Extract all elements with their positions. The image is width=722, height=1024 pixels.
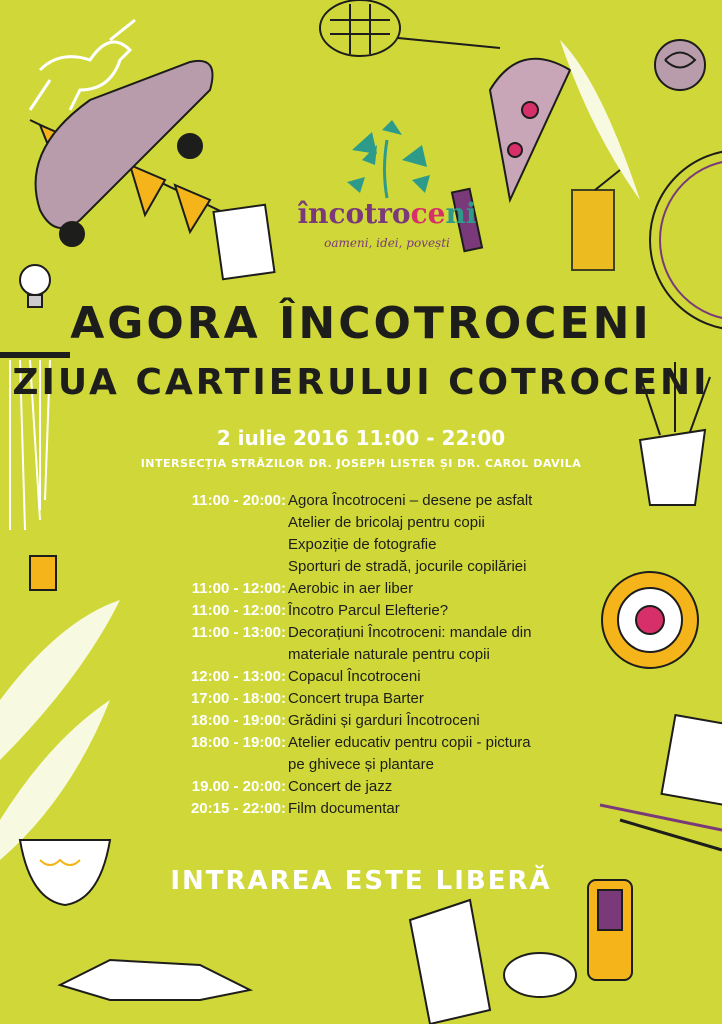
schedule-desc: Expoziție de fotografie (288, 536, 437, 553)
schedule-desc: Grădini și garduri Încotroceni (288, 712, 480, 729)
schedule-time: 12:00 - 13:00: (190, 668, 286, 685)
schedule-desc: materiale naturale pentru copii (288, 646, 490, 663)
schedule-desc: Concert de jazz (288, 778, 393, 795)
title-line-2: ZIUA CARTIERULUI COTROCENI (12, 362, 710, 403)
schedule-row (150, 732, 610, 754)
schedule-row (150, 754, 610, 776)
schedule-time: 19.00 - 20:00: (191, 778, 286, 795)
schedule-time: 11:00 - 12:00: (191, 602, 286, 619)
schedule-time: 18:00 - 19:00: (190, 734, 286, 751)
free-entry-banner: INTRAREA ESTE LIBERĂ (170, 866, 552, 896)
coffee-cup-icon (30, 556, 56, 590)
mandala-icon (602, 572, 698, 668)
schedule-desc: Aerobic in aer liber (288, 580, 414, 597)
schedule-desc: Concert trupa Barter (288, 690, 424, 707)
paint-brushes-icon (600, 805, 722, 850)
schedule-row (150, 710, 610, 732)
schedule-row (150, 644, 610, 666)
event-location: INTERSECȚIA STRĂZILOR DR. JOSEPH LISTER ȘI DR. CAROL DAVILA (140, 457, 582, 470)
rose-icon (655, 40, 705, 90)
schedule-desc: Atelier educativ pentru copii - pictura (288, 734, 531, 751)
schedule-row (150, 622, 610, 644)
book-icon (214, 205, 275, 280)
schedule-row (150, 776, 610, 798)
logo-word-part3: ni (445, 197, 477, 230)
schedule-desc: Copacul Încotroceni (288, 668, 421, 685)
logo-word-part2: ce (410, 197, 446, 230)
schedule-desc: Atelier de bricolaj pentru copii (288, 514, 485, 531)
schedule-row (150, 490, 610, 512)
schedule-time: 11:00 - 20:00: (191, 492, 286, 509)
pizza-slice-icon (490, 59, 570, 200)
schedule-row (150, 798, 610, 820)
lemonade-glass-icon (572, 170, 620, 270)
open-book-icon (410, 900, 490, 1024)
schedule (150, 490, 610, 820)
grid-board-icon (662, 715, 722, 806)
schedule-row (150, 556, 610, 578)
schedule-row (150, 600, 610, 622)
schedule-time: 20:15 - 22:00: (190, 800, 286, 817)
schedule-desc: pe ghivece și plantare (288, 756, 434, 773)
schedule-time: 17:00 - 18:00: (190, 690, 286, 707)
badminton-racket-icon (320, 0, 500, 56)
event-date: 2 iulie 2016 11:00 - 22:00 (216, 426, 506, 450)
schedule-row (150, 534, 610, 556)
logo-wordmark (272, 197, 502, 230)
schedule-desc: Decorațiuni Încotroceni: mandale din (288, 624, 532, 641)
schedule-row (150, 578, 610, 600)
schedule-desc: Încotro Parcul Elefterie? (288, 602, 449, 619)
logo-word-part1: încotro (297, 197, 411, 230)
schedule-time: 11:00 - 12:00: (191, 580, 286, 597)
schedule-row (150, 666, 610, 688)
fox-icon (60, 960, 250, 1000)
schedule-desc: Sporturi de stradă, jocurile copilăriei (288, 558, 527, 575)
schedule-time: 18:00 - 19:00: (190, 712, 286, 729)
logo-tagline: oameni, idei, povești (324, 236, 450, 250)
schedule-desc: Film documentar (288, 800, 400, 817)
schedule-row (150, 688, 610, 710)
ashtray-icon (504, 953, 576, 997)
title-line-1: AGORA ÎNCOTROCENI (70, 298, 652, 349)
schedule-desc: Agora Încotroceni – desene pe asfalt (288, 492, 533, 509)
schedule-row (150, 512, 610, 534)
schedule-time: 11:00 - 13:00: (191, 624, 286, 641)
logo (272, 120, 502, 250)
ivy-leaves-icon (332, 120, 442, 200)
